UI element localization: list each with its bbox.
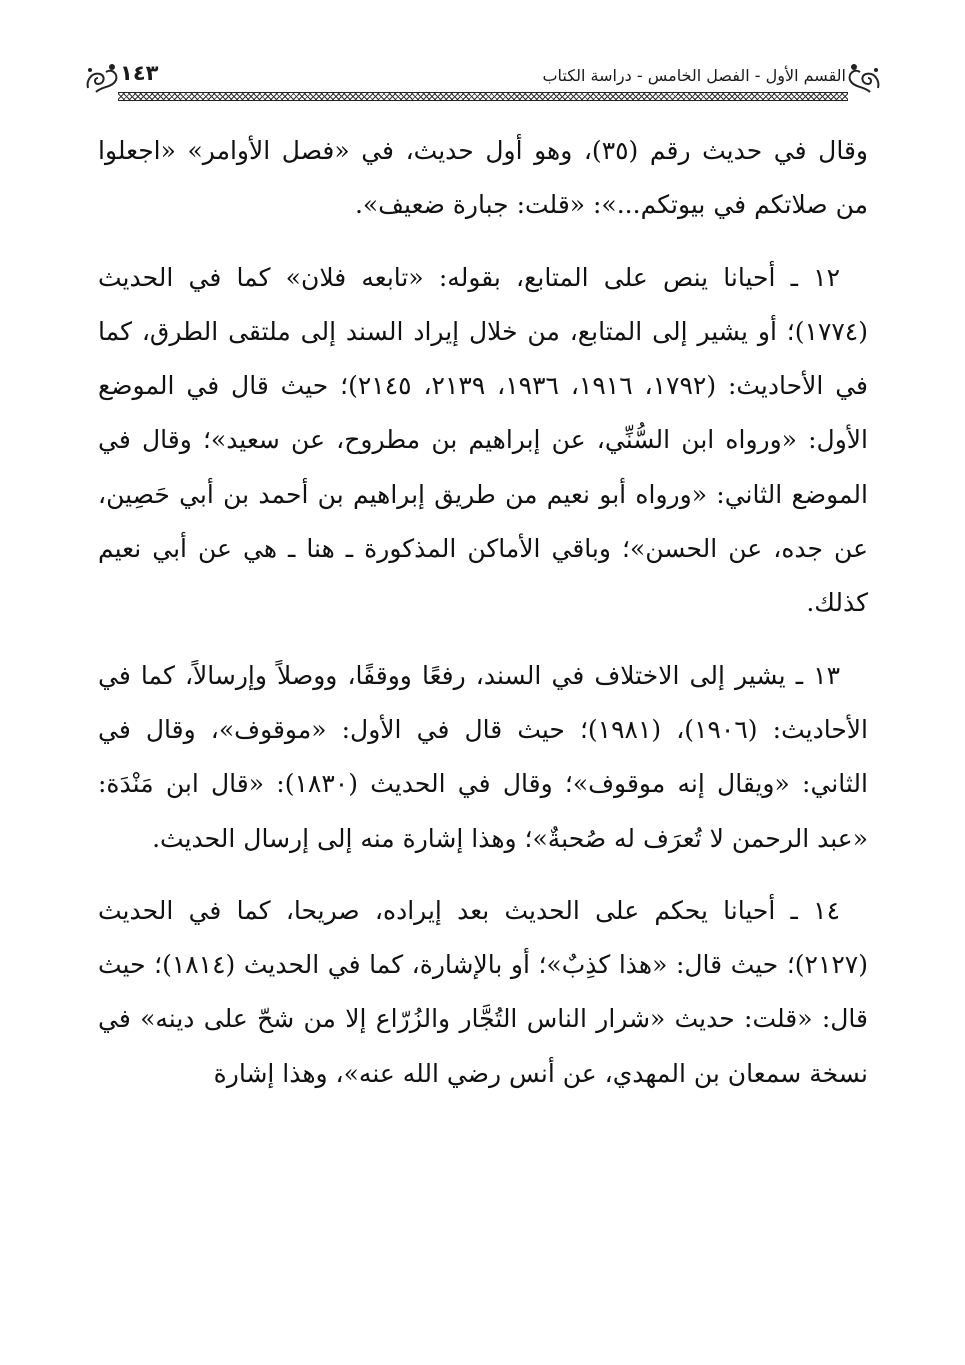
page-header [82,52,884,104]
paragraph-point-14: ١٤ ـ أحيانا يحكم على الحديث بعد إيراده، صريحا، كما في الحديث (٢١٢٧)؛ حيث قال: «هذا كذِبٌ»؛ أو بالإشارة، كما في الحديث (١٨١٤)؛ حيث قال: «قلت: حديث «شرار الناس التُجَّار والزُرّاع إلا من شحّ على دينه» في نسخة سمعان بن المهدي، عن أنس رضي الله عنه»، وهذا إشارة [98,895,868,1088]
corner-ornament-icon [82,58,122,98]
paragraph-point-12: ١٢ ـ أحيانا ينص على المتابع، بقوله: «تابعه فلان» كما في الحديث (١٧٧٤)؛ أو يشير إلى المتابع، من خلال إيراد السند إلى ملتقى الطرق، كما في الأحاديث: (١٧٩٢، ١٩١٦، ١٩٣٦، ٢١٣٩، ٢١٤٥)؛ حيث قال في الموضع الأول: «ورواه ابن السُّنِّي، عن إبراهيم بن مطروح، عن سعيد»؛ وقال في الموضع الثاني: «ورواه أبو نعيم من طريق إبراهيم بن أحمد بن أبي حَصِين، عن جده، عن الحسن»؛ وباقي الأماكن المذكورة ـ هنا ـ هي عن أبي نعيم كذلك. [98,262,868,618]
page-number: ١٤٣ [120,61,159,85]
header-decorative-rule [118,92,848,101]
corner-ornament-icon [844,58,884,98]
paragraph-hadith-35: وقال في حديث رقم (٣٥)، وهو أول حديث، في «فصل الأوامر» «اجعلوا من صلاتكم في بيوتكم...»: «قلت: جبارة ضعيف». [98,136,868,220]
paragraph-point-13: ١٣ ـ يشير إلى الاختلاف في السند، رفعًا ووقفًا، ووصلاً وإرسالاً، كما في الأحاديث: (١٩٠٦)، (١٩٨١)؛ حيث قال في الأول: «موقوف»، وقال في الثاني: «ويقال إنه موقوف»؛ وقال في الحديث (١٨٣٠): «قال ابن مَنْدَة: «عبد الرحمن لا تُعرَف له صُحبةٌ»؛ وهذا إشارة منه إلى إرسال الحديث. [98,660,868,853]
body-text [98,124,868,1101]
running-header-title: القسم الأول - الفصل الخامس - دراسة الكتاب [542,66,846,85]
